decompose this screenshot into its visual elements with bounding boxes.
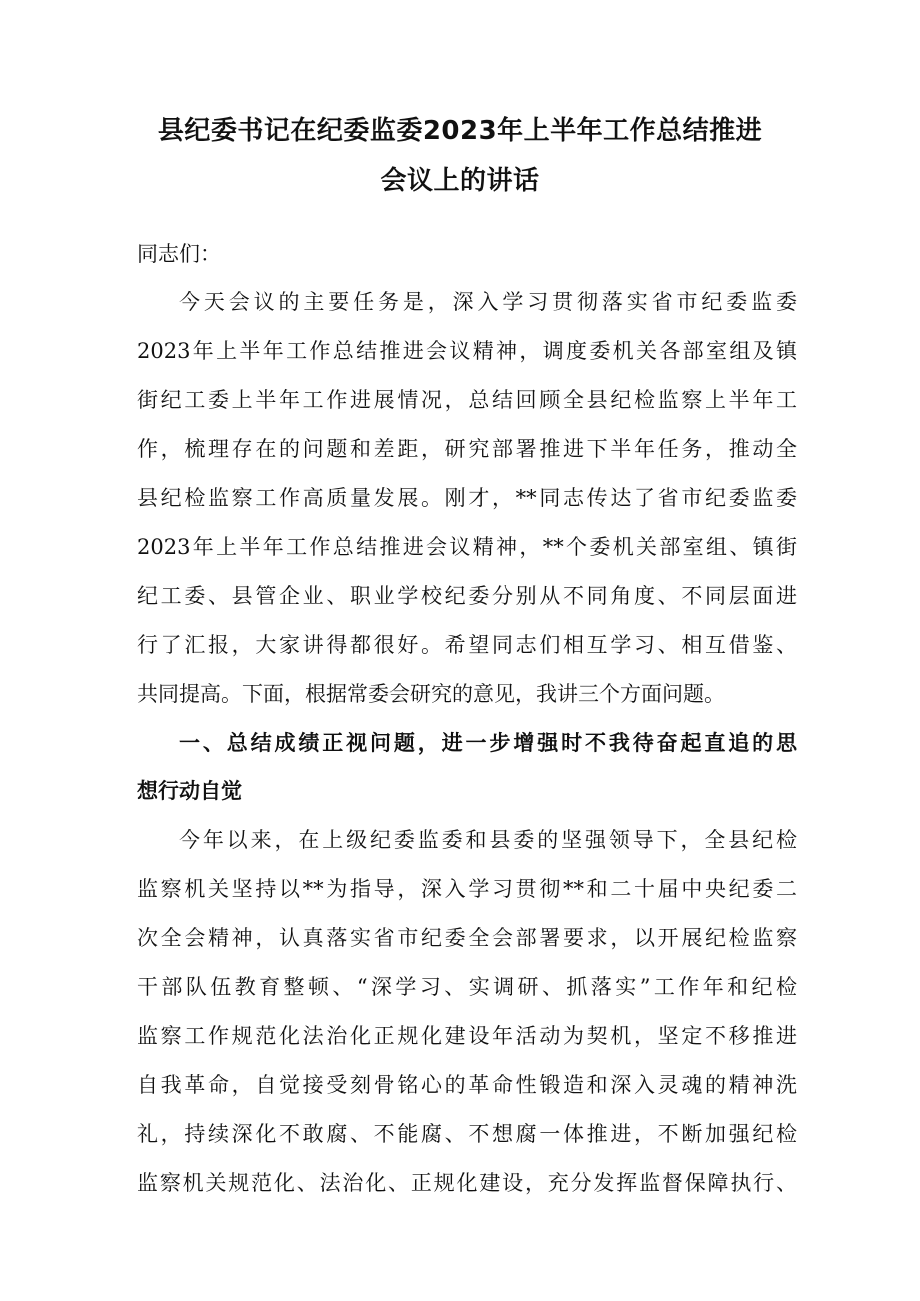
paragraph-1-line: 行了汇报，大家讲得都很好。希望同志们相互学习、相互借鉴、 (137, 633, 797, 657)
paragraph-1-line: 县纪检监察工作高质量发展。刚才，**同志传达了省市纪委监委 (137, 486, 797, 510)
paragraph-1-line: 纪工委、县管企业、职业学校纪委分别从不同角度、不同层面进 (137, 584, 797, 608)
paragraph-1-line: 今天会议的主要任务是，深入学习贯彻落实省市纪委监委 (179, 290, 797, 314)
paragraph-2-line: 干部队伍教育整顿、“深学习、实调研、抓落实”工作年和纪检 (137, 975, 797, 999)
paragraph-2-line: 监察机关坚持以**为指导，深入学习贯彻**和二十届中央纪委二 (137, 877, 797, 901)
section-1-heading-line: 想行动自觉 (137, 779, 242, 803)
paragraph-1-line: 共同提高。下面，根据常委会研究的意见，我讲三个方面问题。 (137, 682, 725, 706)
paragraph-1-line: 街纪工委上半年工作进展情况，总结回顾全县纪检监察上半年工 (137, 388, 797, 412)
paragraph-2-line: 今年以来，在上级纪委监委和县委的坚强领导下，全县纪检 (179, 828, 797, 852)
paragraph-1-line: 2023年上半年工作总结推进会议精神，**个委机关部室组、镇街 (137, 535, 797, 559)
paragraph-2-line: 监察机关规范化、法治化、正规化建设，充分发挥监督保障执行、 (137, 1171, 797, 1195)
paragraph-2-line: 自我革命，自觉接受刻骨铭心的革命性锻造和深入灵魂的精神洗 (137, 1073, 797, 1097)
paragraph-2-line: 礼，持续深化不敢腐、不能腐、不想腐一体推进，不断加强纪检 (137, 1122, 797, 1146)
paragraph-2-line: 监察工作规范化法治化正规化建设年活动为契机，坚定不移推进 (137, 1024, 797, 1048)
paragraph-1-line: 作，梳理存在的问题和差距，研究部署推进下半年任务，推动全 (137, 437, 797, 461)
document-title-line-2: 会议上的讲话 (380, 166, 540, 196)
paragraph-2-line: 次全会精神，认真落实省市纪委全会部署要求，以开展纪检监察 (137, 926, 797, 950)
section-1-heading-line: 一、总结成绩正视问题，进一步增强时不我待奋起直追的思 (179, 731, 797, 755)
paragraph-1-line: 2023年上半年工作总结推进会议精神，调度委机关各部室组及镇 (137, 339, 797, 363)
document-title-line-1: 县纪委书记在纪委监委2023年上半年工作总结推进 (157, 116, 763, 146)
salutation: 同志们： (137, 242, 221, 266)
